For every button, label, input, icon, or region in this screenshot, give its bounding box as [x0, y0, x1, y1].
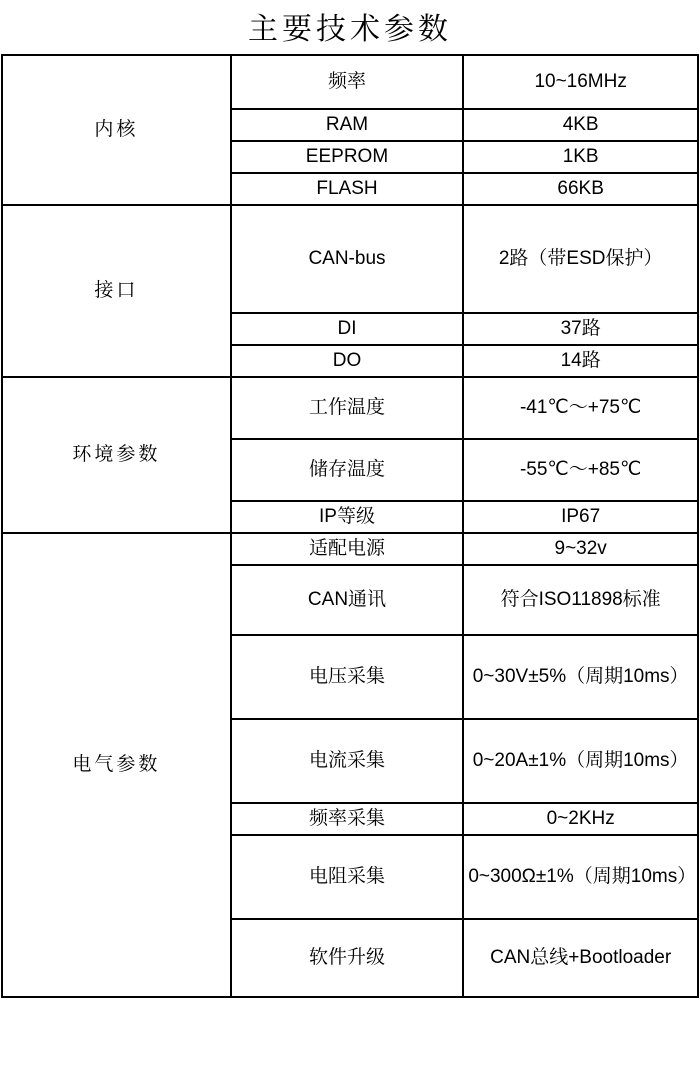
parameter-value: 1KB [463, 141, 698, 173]
group-label: 接口 [2, 205, 231, 377]
parameter-name: RAM [231, 109, 464, 141]
parameter-name: 储存温度 [231, 439, 464, 501]
parameter-value: -41℃～+75℃ [463, 377, 698, 439]
parameter-name: 电流采集 [231, 719, 464, 803]
parameter-name: 频率采集 [231, 803, 464, 835]
parameter-name: IP等级 [231, 501, 464, 533]
parameter-value: 2路（带ESD保护） [463, 205, 698, 313]
table-row [2, 55, 698, 109]
page-title: 主要技术参数 [248, 13, 452, 46]
parameter-name: 电压采集 [231, 635, 464, 719]
parameter-value: 66KB [463, 173, 698, 205]
specification-table [1, 54, 699, 998]
parameter-name: CAN-bus [231, 205, 464, 313]
parameter-value: 符合ISO11898标准 [463, 565, 698, 635]
parameter-name: EEPROM [231, 141, 464, 173]
parameter-name: 频率 [231, 55, 464, 109]
parameter-value: IP67 [463, 501, 698, 533]
parameter-name: DI [231, 313, 464, 345]
parameter-name: 工作温度 [231, 377, 464, 439]
parameter-value: 37路 [463, 313, 698, 345]
group-label: 电气参数 [2, 533, 231, 997]
parameter-value: 4KB [463, 109, 698, 141]
specification-table-body [2, 55, 698, 997]
parameter-value: 0~300Ω±1%（周期10ms） [463, 835, 698, 919]
parameter-name: 电阻采集 [231, 835, 464, 919]
parameter-value: 9~32v [463, 533, 698, 565]
parameter-value: CAN总线+Bootloader [463, 919, 698, 997]
parameter-value: -55℃～+85℃ [463, 439, 698, 501]
parameter-value: 14路 [463, 345, 698, 377]
group-label: 环境参数 [2, 377, 231, 533]
parameter-value: 10~16MHz [463, 55, 698, 109]
group-label: 内核 [2, 55, 231, 205]
parameter-value: 0~20A±1%（周期10ms） [463, 719, 698, 803]
parameter-name: 适配电源 [231, 533, 464, 565]
table-row [2, 377, 698, 439]
parameter-name: CAN通讯 [231, 565, 464, 635]
parameter-value: 0~2KHz [463, 803, 698, 835]
table-row [2, 205, 698, 313]
parameter-value: 0~30V±5%（周期10ms） [463, 635, 698, 719]
table-row [2, 533, 698, 565]
parameter-name: 软件升级 [231, 919, 464, 997]
parameter-name: DO [231, 345, 464, 377]
parameter-name: FLASH [231, 173, 464, 205]
